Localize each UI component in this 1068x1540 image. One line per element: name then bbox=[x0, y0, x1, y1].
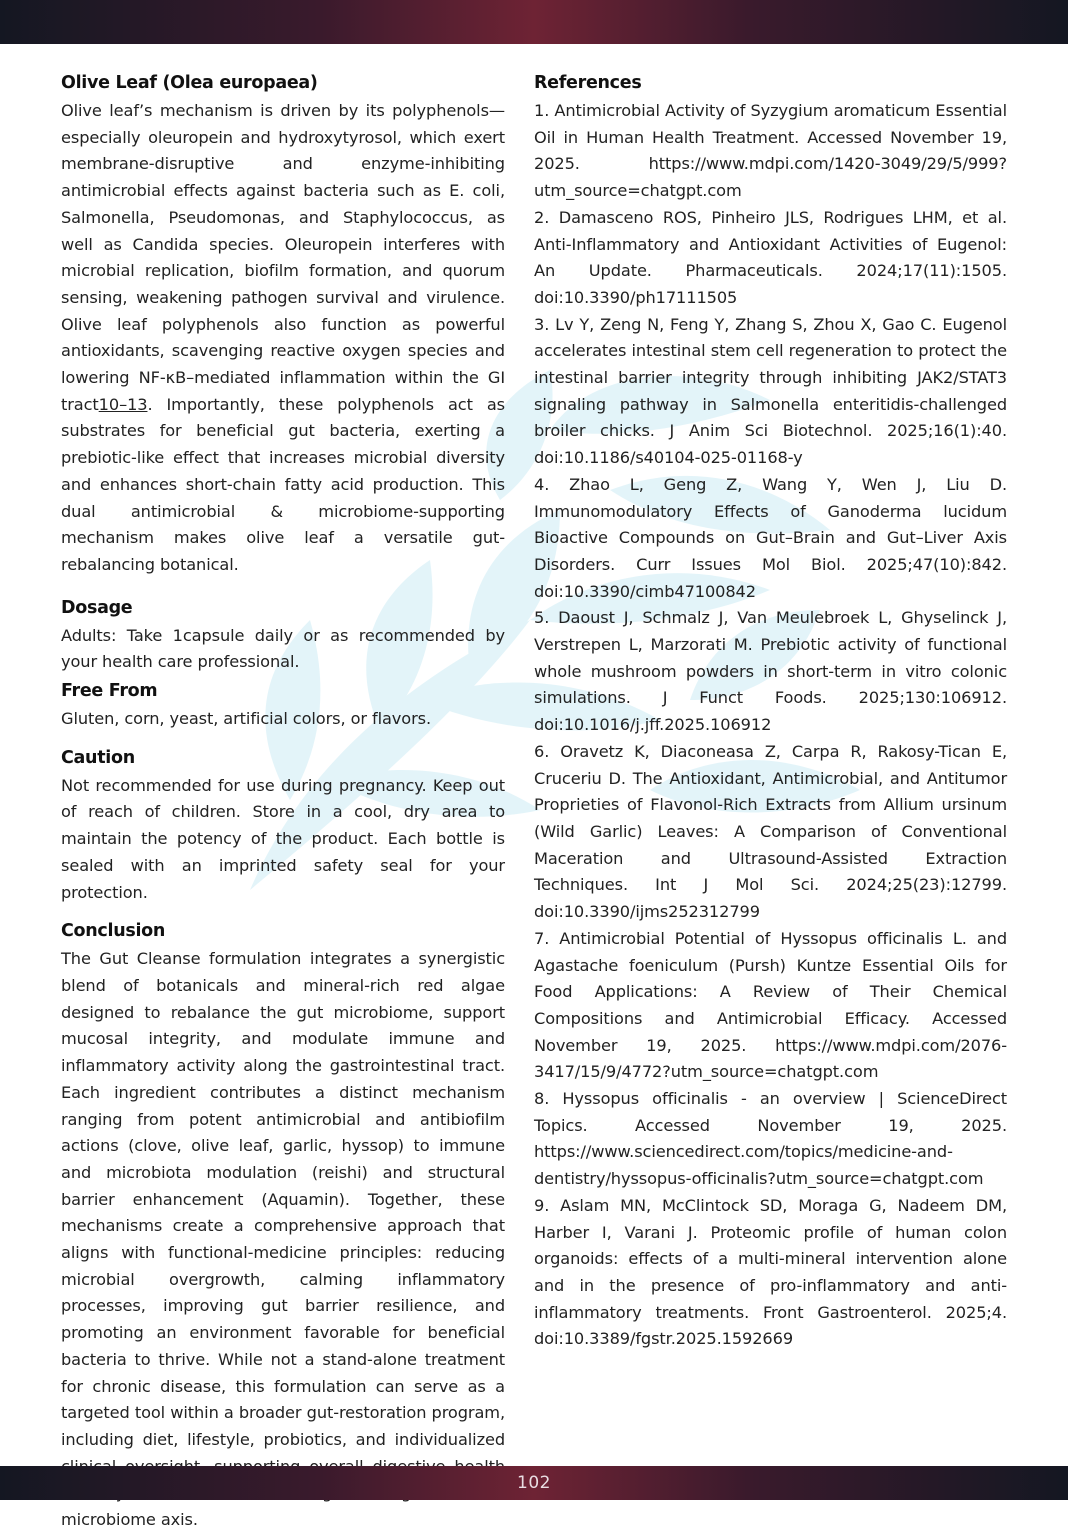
reference-item: 1. Antimicrobial Activity of Syzygium aromaticum Essential Oil in Human Health Treatment. Accessed November 19, 2025. https://www.mdpi.com/1420-3049/29/5/999?utm_source=chatgpt.com bbox=[534, 101, 1007, 201]
caution-section bbox=[61, 743, 505, 907]
reference-item: 9. Aslam MN, McClintock SD, Moraga G, Nadeem DM, Harber I, Varani J. Proteomic profile of human colon organoids: effects of a multi-mineral intervention alone and in the presence of pro-inflammatory and anti-inflammatory treatments. Front Gastroenterol. 2025;4. doi:10.3389/fgstr.2025.1592669 bbox=[534, 1195, 1007, 1349]
reference-item: 3. Lv Y, Zeng N, Feng Y, Zhang S, Zhou X, Gao C. Eugenol accelerates intestinal stem cell regeneration to protect the intestinal barrier integrity through inhibiting JAK2/STAT3 signaling pathway in Salmonella enteritidis-challenged broiler chicks. J Anim Sci Biotechnol. 2025;16(1):40. doi:10.1186/s40104-025-01168-y bbox=[534, 314, 1007, 468]
free-from-section bbox=[61, 676, 505, 733]
references-list bbox=[534, 98, 1007, 1353]
reference-item: 5. Daoust J, Schmalz J, Van Meulebroek L, Ghyselinck J, Verstrepen L, Marzorati M. Prebiotic activity of functional whole mushroom powders in short-term in vitro colonic simulations. J Funct Foods. 2025;130:106912. doi:10.1016/j.jff.2025.106912 bbox=[534, 608, 1007, 735]
page-number: 102 bbox=[517, 1473, 551, 1493]
reference-item: 2. Damasceno ROS, Pinheiro JLS, Rodrigues LHM, et al. Anti-Inflammatory and Antioxidant Activities of Eugenol: An Update. Pharmaceuticals. 2024;17(11):1505. doi:10.3390/ph17111505 bbox=[534, 207, 1007, 307]
free-from-body: Gluten, corn, yeast, artificial colors, or flavors. bbox=[61, 709, 432, 729]
right-column bbox=[534, 68, 1007, 1353]
conclusion-section bbox=[61, 916, 505, 1533]
reference-item: 8. Hyssopus officinalis - an overview | ScienceDirect Topics. Accessed November 19, 2025. https://www.sciencedirect.com/topics/medicine-and-dentistry/hyssopus-officinalis?utm_source=chatgpt.com bbox=[534, 1089, 1007, 1189]
reference-item: 6. Oravetz K, Diaconeasa Z, Carpa R, Rakosy-Tican E, Cruceriu D. The Antioxidant, Antimicrobial, and Antitumor Proprieties of Flavonol-Rich Extracts from Allium ursinum (Wild Garlic) Leaves: A Comparison of Conventional Maceration and Ultrasound-Assisted Extraction Techniques. Int J Mol Sci. 2024;25(23):12799. doi:10.3390/ijms252312799 bbox=[534, 741, 1007, 922]
reference-item: 4. Zhao L, Geng Z, Wang Y, Wen J, Liu D. Immunomodulatory Effects of Ganoderma lucidum Bioactive Compounds on Gut–Brain and Gut–Liver Axis Disorders. Curr Issues Mol Biol. 2025;47(10):842. doi:10.3390/cimb47100842 bbox=[534, 474, 1007, 601]
references-heading: References bbox=[534, 73, 642, 93]
olive-leaf-heading: Olive Leaf (Olea europaea) bbox=[61, 73, 318, 93]
caution-body: Not recommended for use during pregnancy. Keep out of reach of children. Store in a cool, dry area to maintain the potency of the product. Each bottle is sealed with an imprinted safety seal for your protection. bbox=[61, 775, 505, 902]
dosage-section bbox=[61, 593, 505, 676]
dosage-body: Adults: Take 1capsule daily or as recommended by your health care professional. bbox=[61, 625, 505, 672]
olive-leaf-section bbox=[61, 68, 505, 579]
footer-bar bbox=[0, 1466, 1068, 1500]
reference-item: 7. Antimicrobial Potential of Hyssopus officinalis L. and Agastache foeniculum (Pursh) Kuntze Essential Oils for Food Applications: A Review of Their Chemical Compositions and Antimicrobial Efficacy. Accessed November 19, 2025. https://www.mdpi.com/2076-3417/15/9/4772?utm_source=chatgpt.com bbox=[534, 928, 1007, 1082]
conclusion-heading: Conclusion bbox=[61, 921, 166, 942]
olive-leaf-citation-link[interactable]: 10–13 bbox=[98, 394, 148, 414]
free-from-heading: Free From bbox=[61, 681, 158, 702]
dosage-heading: Dosage bbox=[61, 597, 133, 618]
conclusion-body: The Gut Cleanse formulation integrates a synergistic blend of botanicals and mineral-rich red algae designed to rebalance the gut microbiome, support mucosal integrity, and modulate immune and inflammatory activity along the gastrointestinal tract. Each ingredient contributes a distinct mechanism ranging from potent antimicrobial and antibiofilm actions (clove, olive leaf, garlic, hyssop) to immune and microbiota modulation (reishi) and structural barrier enhancement (Aquamin). Together, these mechanisms create a comprehensive approach that aligns with functional-medicine principles: reducing microbial overgrowth, calming inflammatory processes, improving gut barrier resilience, and promoting an environment favorable for beneficial bacteria to thrive. While not a stand-alone treatment for chronic disease, this formulation can serve as a targeted tool within a broader gut-restoration program, including diet, lifestyle, probiotics, and individualized microbiome axis. bbox=[61, 949, 505, 1530]
olive-leaf-body-start: Olive leaf’s mechanism is driven by its polyphenols—especially oleuropein and hydroxytyrosol, which exert membrane-disruptive and enzyme-inhibiting antimicrobial effects against bacteria such as E. coli, Salmonella, Pseudomonas, and Staphylococcus, as well as Candida species. Oleuropein interferes with microbial replication, biofilm formation, and quorum sensing, weakening pathogen survival and virulence. Olive leaf polyphenols also function as powerful antioxidants, scavenging reactive oxygen species and lowering NF-κB–mediated inflammation within the GI tract bbox=[61, 101, 505, 414]
olive-leaf-body-end: . Importantly, these polyphenols act as substrates for beneficial gut bacteria, exerting a prebiotic-like effect that increases microbial diversity and enhances short-chain fatty acid production. This dual antimicrobial & microbiome-supporting mechanism makes olive leaf a versatile gut-rebalancing botanical. bbox=[61, 394, 505, 574]
caution-heading: Caution bbox=[61, 747, 135, 768]
left-column bbox=[61, 68, 505, 1540]
olive-leaf-body bbox=[61, 98, 505, 579]
header-bar bbox=[0, 0, 1068, 44]
